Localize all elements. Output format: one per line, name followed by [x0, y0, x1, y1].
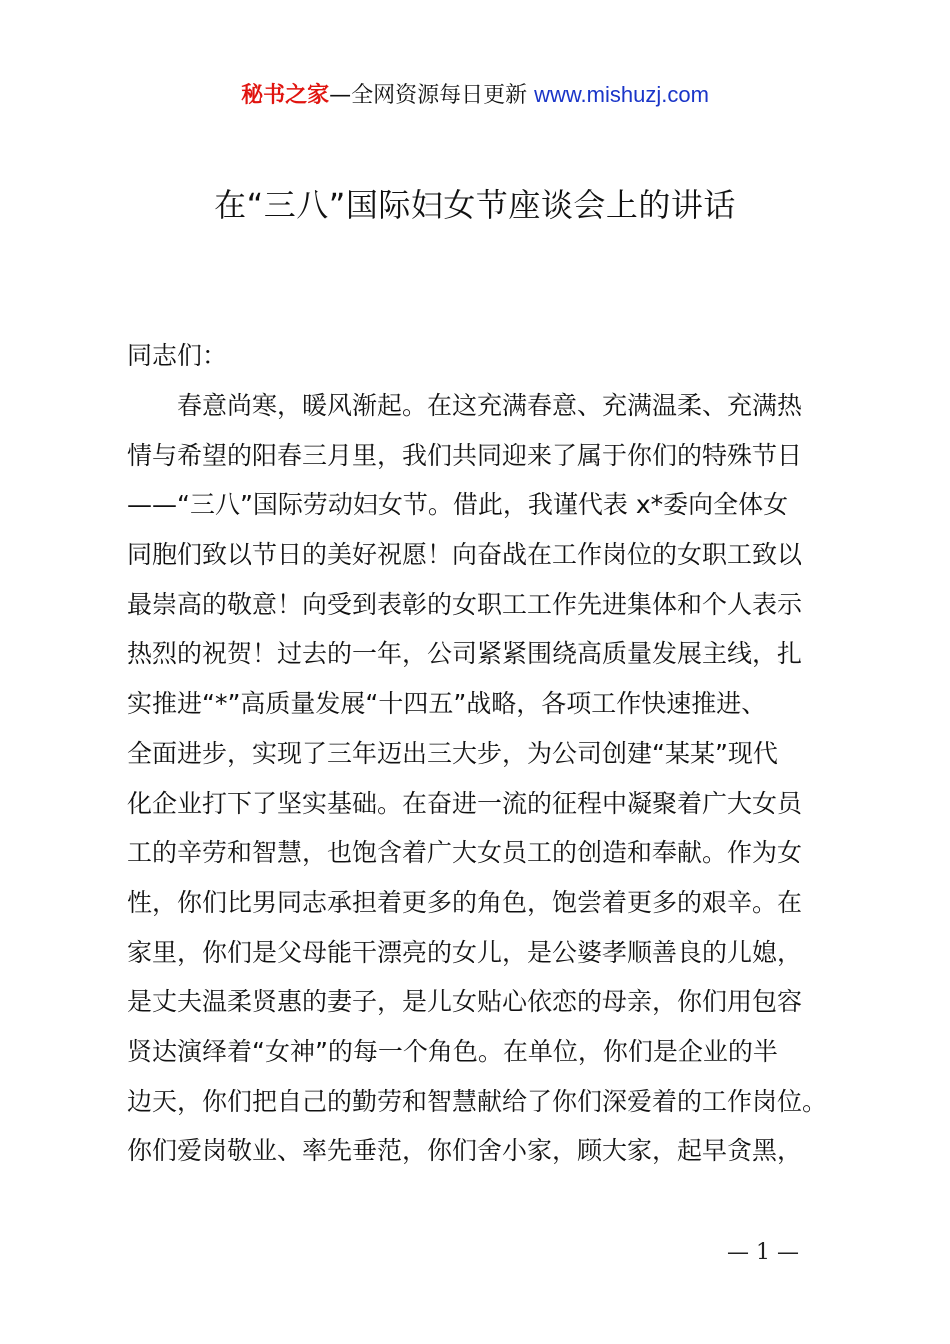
- body-line: ——“三八”国际劳动妇女节。借此，我谨代表 x*委向全体女: [127, 490, 789, 520]
- body-line: 家里，你们是父母能干漂亮的女儿，是公婆孝顺善良的儿媳，: [127, 937, 803, 967]
- body-line: 性，你们比男同志承担着更多的角色，饱尝着更多的艰辛。在: [127, 887, 803, 917]
- site-url-link[interactable]: www.mishuzj.com: [534, 82, 709, 107]
- body-line: 工的辛劳和智慧，也饱含着广大女员工的创造和奉献。作为女: [127, 838, 803, 868]
- body-line: 贤达演绎着“女神”的每一个角色。在单位，你们是企业的半: [127, 1036, 778, 1066]
- site-name: 秘书之家: [241, 83, 330, 108]
- body-line: 边天，你们把自己的勤劳和智慧献给了你们深爱着的工作岗位。: [127, 1086, 828, 1116]
- body-line: 你们爱岗敬业、率先垂范，你们舍小家，顾大家，起早贪黑，: [127, 1136, 803, 1166]
- site-slogan: —全网资源每日更新: [329, 83, 528, 108]
- body-line: 全面进步，实现了三年迈出三大步，为公司创建“某某”现代: [127, 738, 778, 768]
- body-line: 是丈夫温柔贤惠的妻子，是儿女贴心依恋的母亲，你们用包容: [127, 987, 803, 1017]
- body-line: 同胞们致以节日的美好祝愿！向奋战在工作岗位的女职工致以: [127, 540, 803, 570]
- page-number: — 1 —: [727, 1240, 799, 1265]
- body-paragraph: [127, 386, 847, 1181]
- document-title: 在“三八”国际妇女节座谈会上的讲话: [214, 186, 736, 224]
- body-line: 热烈的祝贺！过去的一年，公司紧紧围绕高质量发展主线，扎: [127, 639, 803, 669]
- body-line: 实推进“*”高质量发展“十四五”战略，各项工作快速推进、: [127, 689, 767, 719]
- body-line: 情与希望的阳春三月里，我们共同迎来了属于你们的特殊节日: [127, 440, 803, 470]
- body-line: 最崇高的敬意！向受到表彰的女职工工作先进集体和个人表示: [127, 589, 803, 619]
- body-line: 化企业打下了坚实基础。在奋进一流的征程中凝聚着广大女员: [127, 788, 803, 818]
- body-line: 春意尚寒，暖风渐起。在这充满春意、充满温柔、充满热: [177, 391, 803, 420]
- salutation: 同志们：: [127, 341, 228, 370]
- site-banner: [0, 80, 950, 111]
